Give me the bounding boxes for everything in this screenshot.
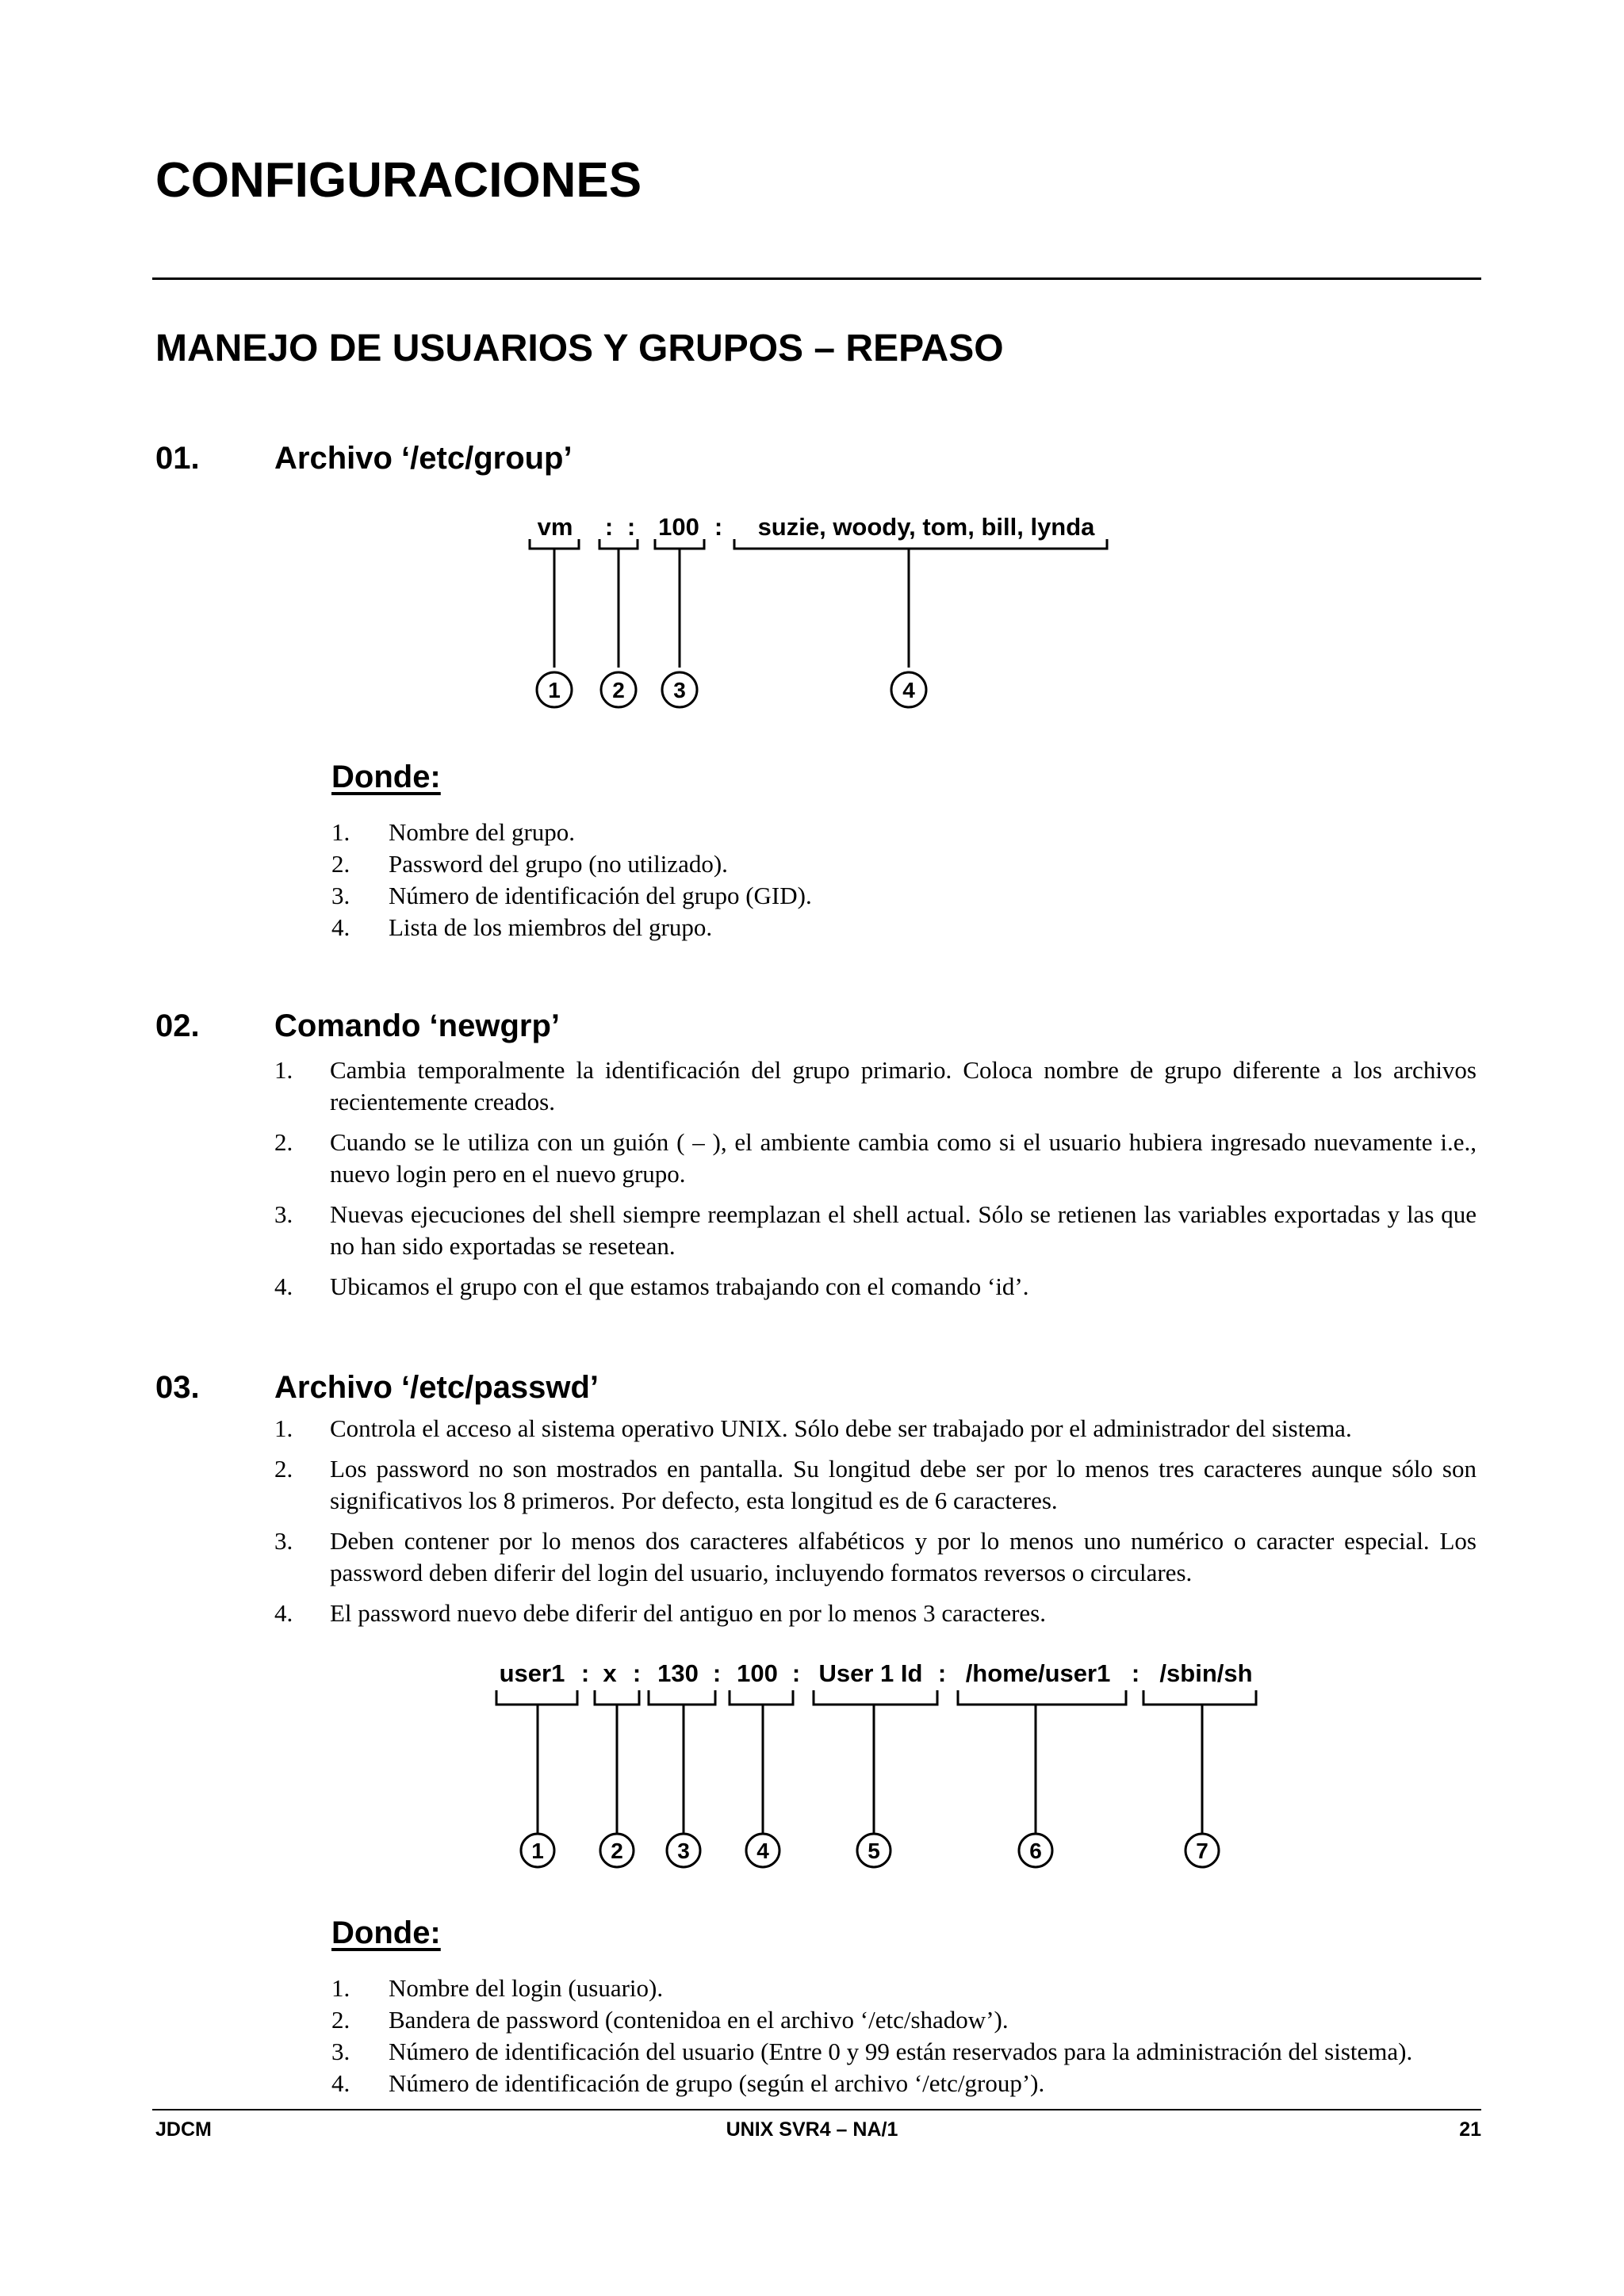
passwd-file-diagram [0, 1649, 1624, 1887]
item-title-etc-passwd: Archivo ‘/etc/passwd’ [274, 1370, 599, 1405]
list-number: 2. [274, 1128, 293, 1156]
passwd-field-login: user1 [499, 1659, 565, 1687]
list-text: Nombre del grupo. [389, 818, 576, 846]
newgrp-points-list [274, 1054, 1477, 1311]
list-text: Nuevas ejecuciones del shell siempre reemplazan el shell actual. Sólo se retienen las variables exportadas y las que no han sido exportadas se resetean. [330, 1200, 1477, 1260]
list-item [331, 2036, 1477, 2068]
item-title-newgrp: Comando ‘newgrp’ [274, 1008, 560, 1043]
item-number-03: 03. [155, 1370, 200, 1405]
page-title: CONFIGURACIONES [155, 153, 642, 208]
list-number: 1. [331, 818, 350, 846]
list-number: 1. [274, 1056, 293, 1084]
group-separator: : [626, 513, 636, 541]
list-text: Lista de los miembros del grupo. [389, 913, 713, 941]
list-item [331, 848, 1477, 880]
passwd-field-home: /home/user1 [965, 1659, 1111, 1687]
list-text: Ubicamos el grupo con el que estamos trabajando con el comando ‘id’. [330, 1272, 1029, 1300]
list-number: 4. [331, 913, 350, 941]
callout-3: 3 [673, 678, 686, 702]
passwd-field-gid: 100 [737, 1659, 778, 1687]
callout-1: 1 [531, 1839, 544, 1863]
footer-author: JDCM [155, 2118, 212, 2141]
list-item [331, 912, 1477, 943]
list-item [274, 1598, 1477, 1629]
list-number: 3. [274, 1200, 293, 1228]
list-item [274, 1525, 1477, 1589]
list-text: Controla el acceso al sistema operativo UNIX. Sólo debe ser trabajado por el administrador del sistema. [330, 1414, 1352, 1442]
list-number: 1. [331, 1974, 350, 2002]
group-separator: : [604, 513, 614, 541]
item-number-02: 02. [155, 1008, 200, 1043]
list-text: Password del grupo (no utilizado). [389, 850, 728, 878]
page-number: 21 [1459, 2118, 1481, 2141]
list-text: Deben contener por lo menos dos caracteres alfabéticos y por lo menos uno numérico o caracter especial. Los password deben diferir del login del usuario, incluyendo formatos reversos o circulares. [330, 1527, 1477, 1586]
passwd-points-list [274, 1413, 1477, 1638]
list-number: 4. [331, 2069, 350, 2097]
callout-4: 4 [756, 1839, 769, 1863]
callout-5: 5 [868, 1839, 880, 1863]
list-number: 3. [274, 1527, 293, 1555]
list-number: 4. [274, 1599, 293, 1627]
group-field-members: suzie, woody, tom, bill, lynda [757, 513, 1095, 541]
callout-7: 7 [1196, 1839, 1208, 1863]
passwd-separator: : [712, 1659, 722, 1687]
list-number: 2. [331, 2006, 350, 2034]
callout-4: 4 [902, 678, 915, 702]
callout-1: 1 [548, 678, 561, 702]
list-number: 2. [331, 850, 350, 878]
passwd-separator: : [580, 1659, 590, 1687]
item-number-01: 01. [155, 441, 200, 476]
footer-document-code: UNIX SVR4 – NA/1 [726, 2118, 898, 2141]
list-text: Cuando se le utiliza con un guión ( – ), el ambiente cambia como si el usuario hubiera ingresado nuevamente i.e., nuevo login pero en el nuevo grupo. [330, 1128, 1477, 1188]
donde-label-group: Donde: [331, 760, 441, 794]
list-text: Número de identificación de grupo (según el archivo ‘/etc/group’). [389, 2069, 1045, 2097]
list-text: Nombre del login (usuario). [389, 1974, 664, 2002]
passwd-field-password-flag: x [603, 1659, 617, 1687]
footer-divider [152, 2109, 1481, 2110]
list-item [331, 2004, 1477, 2036]
passwd-field-uid: 130 [657, 1659, 699, 1687]
list-text: El password nuevo debe diferir del antiguo en por lo menos 3 caracteres. [330, 1599, 1046, 1627]
list-text: Los password no son mostrados en pantalla. Su longitud debe ser por lo menos tres caracteres aunque sólo son significativos los 8 primeros. Por defecto, esta longitud es de 6 caracteres. [330, 1455, 1477, 1514]
list-number: 1. [274, 1414, 293, 1442]
list-number: 4. [274, 1272, 293, 1300]
passwd-separator: : [791, 1659, 801, 1687]
group-separator: : [714, 513, 723, 541]
title-divider [152, 277, 1481, 280]
list-item [274, 1271, 1477, 1303]
callout-6: 6 [1029, 1839, 1042, 1863]
list-item [331, 817, 1477, 848]
list-item [274, 1199, 1477, 1262]
list-text: Cambia temporalmente la identificación del grupo primario. Coloca nombre de grupo diferente a los archivos recientemente creados. [330, 1056, 1477, 1115]
list-text: Número de identificación del usuario (Entre 0 y 99 están reservados para la administración del sistema). [389, 2038, 1413, 2065]
list-item [274, 1127, 1477, 1190]
callout-2: 2 [612, 678, 625, 702]
passwd-field-shell: /sbin/sh [1159, 1659, 1253, 1687]
group-field-name: vm [537, 513, 573, 541]
callout-3: 3 [677, 1839, 690, 1863]
list-item [274, 1453, 1477, 1517]
passwd-separator: : [1131, 1659, 1140, 1687]
passwd-field-comment: User 1 Id [818, 1659, 923, 1687]
list-item [331, 2068, 1477, 2099]
passwd-separator: : [632, 1659, 642, 1687]
list-item [331, 880, 1477, 912]
list-number: 2. [274, 1455, 293, 1483]
group-legend-list [331, 817, 1477, 943]
group-file-diagram [0, 499, 1624, 721]
group-field-gid: 100 [658, 513, 699, 541]
list-text: Bandera de password (contenidoa en el archivo ‘/etc/shadow’). [389, 2006, 1009, 2034]
passwd-legend-list [331, 1973, 1477, 2099]
list-item [274, 1413, 1477, 1445]
item-title-etc-group: Archivo ‘/etc/group’ [274, 441, 573, 476]
section-heading: MANEJO DE USUARIOS Y GRUPOS – REPASO [155, 327, 1004, 369]
list-item [274, 1054, 1477, 1118]
donde-label-passwd: Donde: [331, 1915, 441, 1950]
callout-2: 2 [611, 1839, 623, 1863]
passwd-separator: : [937, 1659, 947, 1687]
list-text: Número de identificación del grupo (GID). [389, 882, 812, 909]
list-number: 3. [331, 882, 350, 909]
list-item [331, 1973, 1477, 2004]
list-number: 3. [331, 2038, 350, 2065]
